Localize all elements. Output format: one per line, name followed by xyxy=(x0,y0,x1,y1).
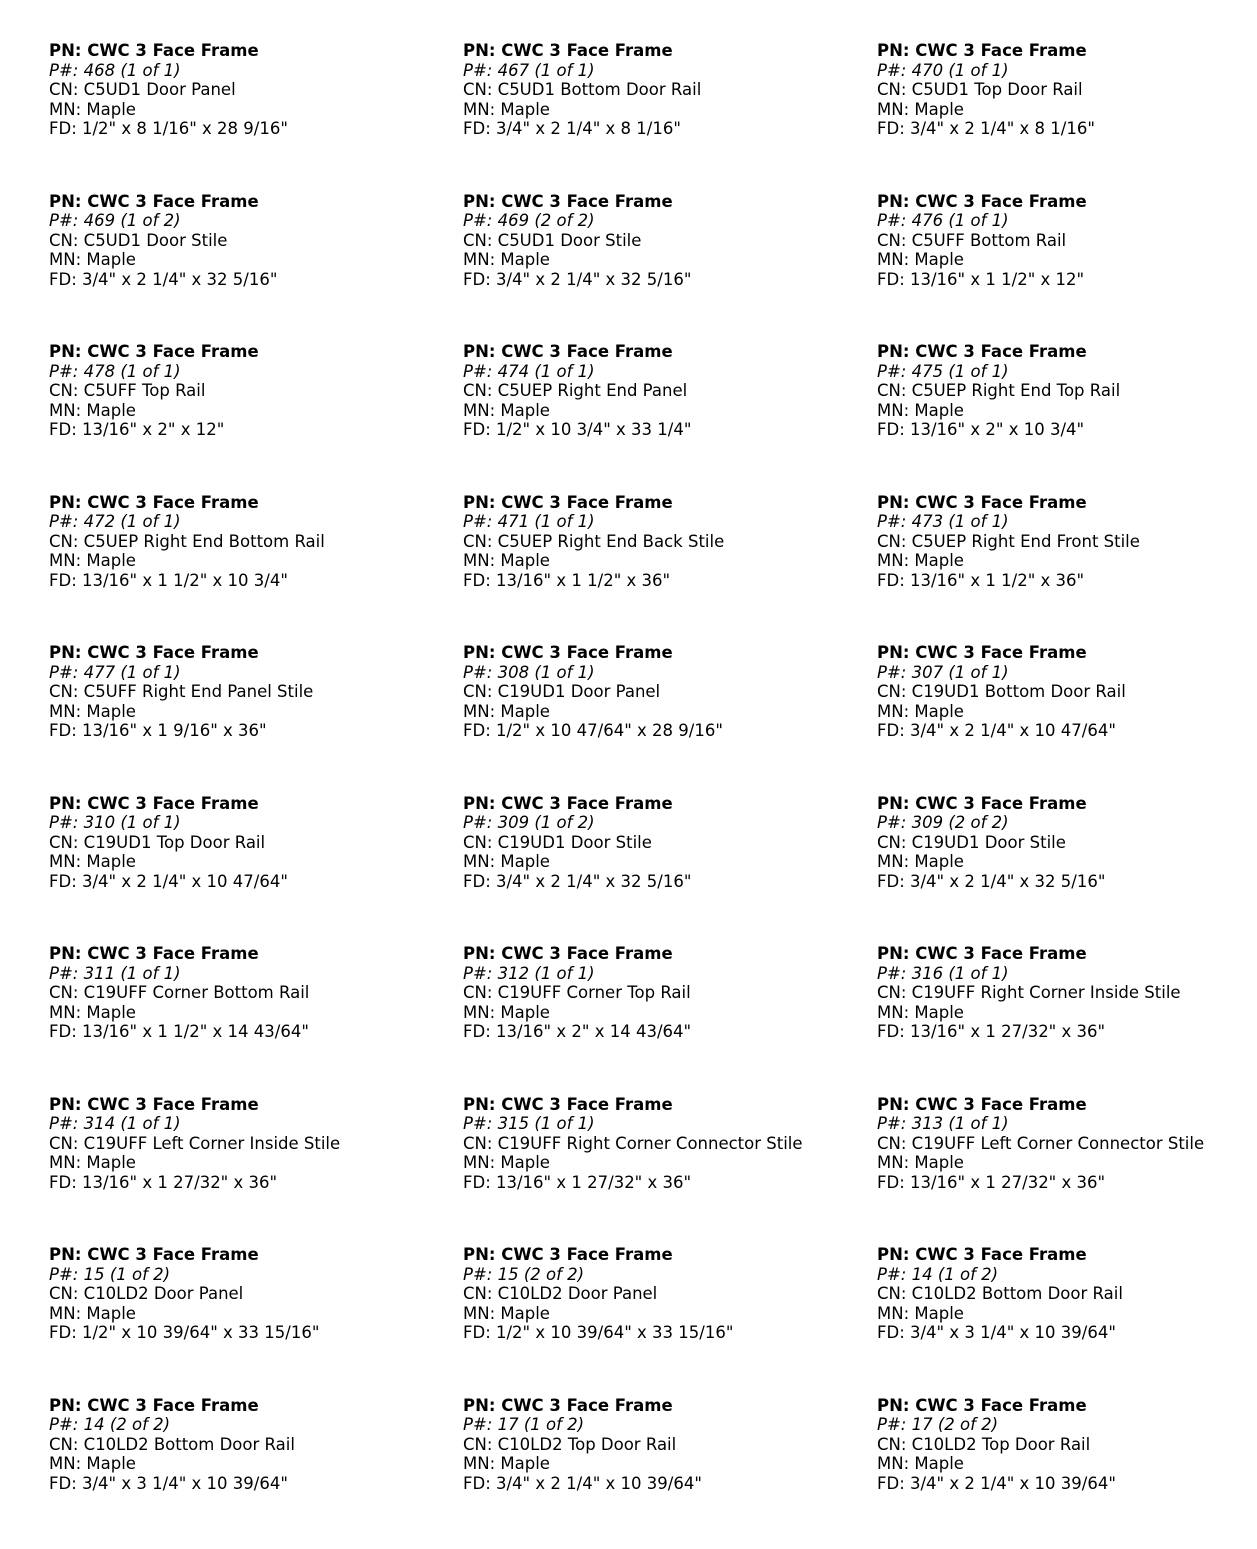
component-name: CN: C5UEP Right End Panel xyxy=(463,381,688,400)
part-number: P#: 307 (1 of 1) xyxy=(877,662,1009,682)
part-label xyxy=(49,1245,463,1396)
material-name: MN: Maple xyxy=(49,1454,136,1473)
part-number: P#: 309 (1 of 2) xyxy=(463,813,595,832)
component-name: CN: C10LD2 Bottom Door Rail xyxy=(877,1284,1123,1303)
part-label xyxy=(877,643,1249,794)
part-number: P#: 472 (1 of 1) xyxy=(49,512,181,531)
part-name: PN: CWC 3 Face Frame xyxy=(463,793,673,813)
material-name: MN: Maple xyxy=(877,701,964,721)
finished-dimensions: FD: 3/4" x 2 1/4" x 10 47/64" xyxy=(49,871,288,891)
component-name: CN: C5UEP Right End Front Stile xyxy=(877,531,1140,551)
component-name: CN: C5UFF Top Rail xyxy=(49,381,206,400)
part-name: PN: CWC 3 Face Frame xyxy=(49,944,259,963)
finished-dimensions: FD: 3/4" x 2 1/4" x 8 1/16" xyxy=(463,119,681,138)
component-name: CN: C19UD1 Bottom Door Rail xyxy=(877,682,1126,701)
part-label xyxy=(877,192,1249,343)
part-label xyxy=(49,342,463,493)
finished-dimensions: FD: 13/16" x 1 1/2" x 10 3/4" xyxy=(49,570,288,590)
part-number: P#: 14 (1 of 2) xyxy=(877,1264,999,1284)
part-name: PN: CWC 3 Face Frame xyxy=(49,492,259,512)
part-label xyxy=(463,944,877,1095)
component-name: CN: C5UEP Right End Back Stile xyxy=(463,531,725,551)
part-label xyxy=(49,643,463,794)
part-number: P#: 313 (1 of 1) xyxy=(877,1114,1009,1133)
part-number: P#: 309 (2 of 2) xyxy=(877,813,1009,832)
finished-dimensions: FD: 13/16" x 1 27/32" x 36" xyxy=(463,1172,692,1192)
part-label xyxy=(463,643,877,794)
material-name: MN: Maple xyxy=(877,1454,964,1473)
part-number: P#: 17 (2 of 2) xyxy=(877,1415,999,1434)
component-name: CN: C19UFF Left Corner Connector Stile xyxy=(877,1133,1205,1153)
finished-dimensions: FD: 13/16" x 2" x 10 3/4" xyxy=(877,420,1085,439)
part-name: PN: CWC 3 Face Frame xyxy=(877,643,1087,662)
part-number: P#: 477 (1 of 1) xyxy=(49,662,181,682)
part-name: PN: CWC 3 Face Frame xyxy=(49,1395,259,1415)
material-name: MN: Maple xyxy=(49,400,136,420)
part-name: PN: CWC 3 Face Frame xyxy=(463,643,673,662)
material-name: MN: Maple xyxy=(49,551,136,570)
finished-dimensions: FD: 3/4" x 2 1/4" x 32 5/16" xyxy=(463,871,692,891)
finished-dimensions: FD: 3/4" x 2 1/4" x 32 5/16" xyxy=(877,871,1106,891)
part-label xyxy=(49,944,463,1095)
part-name: PN: CWC 3 Face Frame xyxy=(877,492,1087,512)
part-label xyxy=(463,1396,877,1547)
finished-dimensions: FD: 3/4" x 2 1/4" x 32 5/16" xyxy=(49,269,278,289)
part-label xyxy=(877,1095,1249,1246)
finished-dimensions: FD: 1/2" x 8 1/16" x 28 9/16" xyxy=(49,119,288,138)
component-name: CN: C19UD1 Door Stile xyxy=(877,832,1066,852)
part-name: PN: CWC 3 Face Frame xyxy=(463,1245,673,1264)
finished-dimensions: FD: 13/16" x 1 1/2" x 36" xyxy=(463,570,671,590)
finished-dimensions: FD: 1/2" x 10 3/4" x 33 1/4" xyxy=(463,420,692,439)
part-name: PN: CWC 3 Face Frame xyxy=(49,41,259,60)
part-number: P#: 471 (1 of 1) xyxy=(463,512,595,531)
part-number: P#: 311 (1 of 1) xyxy=(49,963,181,983)
part-name: PN: CWC 3 Face Frame xyxy=(49,191,259,211)
part-name: PN: CWC 3 Face Frame xyxy=(49,643,259,662)
part-name: PN: CWC 3 Face Frame xyxy=(877,1395,1087,1415)
material-name: MN: Maple xyxy=(463,551,550,570)
component-name: CN: C10LD2 Top Door Rail xyxy=(463,1434,677,1454)
part-name: PN: CWC 3 Face Frame xyxy=(463,944,673,963)
part-label xyxy=(877,944,1249,1095)
component-name: CN: C5UD1 Door Stile xyxy=(49,230,228,250)
component-name: CN: C5UD1 Bottom Door Rail xyxy=(463,80,702,99)
material-name: MN: Maple xyxy=(463,99,550,119)
part-name: PN: CWC 3 Face Frame xyxy=(463,191,673,211)
material-name: MN: Maple xyxy=(463,701,550,721)
finished-dimensions: FD: 1/2" x 10 47/64" x 28 9/16" xyxy=(463,721,723,740)
part-number: P#: 14 (2 of 2) xyxy=(49,1415,171,1434)
part-label xyxy=(463,1245,877,1396)
part-label xyxy=(877,1396,1249,1547)
part-label xyxy=(463,493,877,644)
material-name: MN: Maple xyxy=(49,701,136,721)
material-name: MN: Maple xyxy=(877,1153,964,1172)
component-name: CN: C5UD1 Door Panel xyxy=(49,80,236,99)
part-name: PN: CWC 3 Face Frame xyxy=(49,342,259,361)
finished-dimensions: FD: 13/16" x 2" x 14 43/64" xyxy=(463,1022,692,1041)
finished-dimensions: FD: 3/4" x 2 1/4" x 10 47/64" xyxy=(877,721,1116,740)
material-name: MN: Maple xyxy=(463,1153,550,1172)
material-name: MN: Maple xyxy=(877,99,964,119)
part-label xyxy=(463,192,877,343)
part-name: PN: CWC 3 Face Frame xyxy=(877,41,1087,60)
part-label xyxy=(877,794,1249,945)
material-name: MN: Maple xyxy=(49,852,136,871)
part-number: P#: 314 (1 of 1) xyxy=(49,1114,181,1133)
part-label xyxy=(49,41,463,192)
part-number: P#: 15 (1 of 2) xyxy=(49,1264,171,1284)
finished-dimensions: FD: 13/16" x 2" x 12" xyxy=(49,420,225,439)
part-label xyxy=(463,41,877,192)
finished-dimensions: FD: 3/4" x 2 1/4" x 32 5/16" xyxy=(463,269,692,289)
component-name: CN: C19UFF Right Corner Connector Stile xyxy=(463,1133,803,1153)
component-name: CN: C5UEP Right End Top Rail xyxy=(877,381,1121,400)
material-name: MN: Maple xyxy=(877,1303,964,1323)
part-number: P#: 469 (1 of 2) xyxy=(49,211,181,230)
part-name: PN: CWC 3 Face Frame xyxy=(463,492,673,512)
part-label xyxy=(49,1095,463,1246)
finished-dimensions: FD: 3/4" x 2 1/4" x 10 39/64" xyxy=(877,1473,1116,1493)
finished-dimensions: FD: 13/16" x 1 27/32" x 36" xyxy=(877,1022,1106,1041)
material-name: MN: Maple xyxy=(463,1303,550,1323)
part-number: P#: 473 (1 of 1) xyxy=(877,512,1009,531)
part-number: P#: 467 (1 of 1) xyxy=(463,60,595,80)
part-name: PN: CWC 3 Face Frame xyxy=(463,1395,673,1415)
component-name: CN: C19UFF Corner Top Rail xyxy=(463,983,691,1002)
material-name: MN: Maple xyxy=(463,1454,550,1473)
part-number: P#: 17 (1 of 2) xyxy=(463,1415,585,1434)
part-label xyxy=(49,1396,463,1547)
material-name: MN: Maple xyxy=(463,1002,550,1022)
part-number: P#: 474 (1 of 1) xyxy=(463,361,595,381)
component-name: CN: C10LD2 Door Panel xyxy=(49,1284,244,1303)
material-name: MN: Maple xyxy=(463,250,550,269)
part-label xyxy=(877,41,1249,192)
part-name: PN: CWC 3 Face Frame xyxy=(463,41,673,60)
part-label xyxy=(49,493,463,644)
material-name: MN: Maple xyxy=(49,250,136,269)
component-name: CN: C19UFF Corner Bottom Rail xyxy=(49,983,310,1002)
part-name: PN: CWC 3 Face Frame xyxy=(49,1245,259,1264)
part-number: P#: 475 (1 of 1) xyxy=(877,361,1009,381)
component-name: CN: C19UFF Right Corner Inside Stile xyxy=(877,983,1181,1002)
component-name: CN: C5UFF Right End Panel Stile xyxy=(49,682,314,701)
component-name: CN: C19UFF Left Corner Inside Stile xyxy=(49,1133,341,1153)
material-name: MN: Maple xyxy=(877,1002,964,1022)
part-number: P#: 15 (2 of 2) xyxy=(463,1264,585,1284)
material-name: MN: Maple xyxy=(463,852,550,871)
material-name: MN: Maple xyxy=(49,1153,136,1172)
part-label xyxy=(49,192,463,343)
finished-dimensions: FD: 13/16" x 1 1/2" x 36" xyxy=(877,570,1085,590)
material-name: MN: Maple xyxy=(877,852,964,871)
material-name: MN: Maple xyxy=(877,551,964,570)
part-number: P#: 478 (1 of 1) xyxy=(49,361,181,381)
finished-dimensions: FD: 3/4" x 3 1/4" x 10 39/64" xyxy=(877,1323,1116,1342)
finished-dimensions: FD: 13/16" x 1 27/32" x 36" xyxy=(877,1172,1106,1192)
label-sheet xyxy=(49,41,1249,1546)
finished-dimensions: FD: 1/2" x 10 39/64" x 33 15/16" xyxy=(463,1323,734,1342)
part-label xyxy=(877,493,1249,644)
component-name: CN: C5UD1 Top Door Rail xyxy=(877,80,1083,99)
part-number: P#: 470 (1 of 1) xyxy=(877,60,1009,80)
part-label xyxy=(463,342,877,493)
part-label xyxy=(463,794,877,945)
material-name: MN: Maple xyxy=(49,99,136,119)
finished-dimensions: FD: 13/16" x 1 1/2" x 12" xyxy=(877,269,1085,289)
finished-dimensions: FD: 3/4" x 3 1/4" x 10 39/64" xyxy=(49,1473,288,1493)
component-name: CN: C5UFF Bottom Rail xyxy=(877,230,1067,250)
component-name: CN: C5UD1 Door Stile xyxy=(463,230,642,250)
component-name: CN: C19UD1 Door Stile xyxy=(463,832,652,852)
part-name: PN: CWC 3 Face Frame xyxy=(877,793,1087,813)
part-label xyxy=(877,342,1249,493)
part-name: PN: CWC 3 Face Frame xyxy=(877,342,1087,361)
component-name: CN: C5UEP Right End Bottom Rail xyxy=(49,531,325,551)
material-name: MN: Maple xyxy=(49,1002,136,1022)
finished-dimensions: FD: 1/2" x 10 39/64" x 33 15/16" xyxy=(49,1323,320,1342)
part-name: PN: CWC 3 Face Frame xyxy=(877,1094,1087,1114)
part-name: PN: CWC 3 Face Frame xyxy=(49,793,259,813)
part-name: PN: CWC 3 Face Frame xyxy=(877,191,1087,211)
part-name: PN: CWC 3 Face Frame xyxy=(877,944,1087,963)
material-name: MN: Maple xyxy=(463,400,550,420)
part-name: PN: CWC 3 Face Frame xyxy=(877,1245,1087,1264)
part-number: P#: 468 (1 of 1) xyxy=(49,60,181,80)
component-name: CN: C10LD2 Door Panel xyxy=(463,1284,658,1303)
part-number: P#: 308 (1 of 1) xyxy=(463,662,595,682)
part-name: PN: CWC 3 Face Frame xyxy=(463,1094,673,1114)
material-name: MN: Maple xyxy=(877,250,964,269)
part-label xyxy=(877,1245,1249,1396)
part-label xyxy=(49,794,463,945)
part-name: PN: CWC 3 Face Frame xyxy=(463,342,673,361)
finished-dimensions: FD: 3/4" x 2 1/4" x 8 1/16" xyxy=(877,119,1095,138)
part-number: P#: 315 (1 of 1) xyxy=(463,1114,595,1133)
part-number: P#: 316 (1 of 1) xyxy=(877,963,1009,983)
component-name: CN: C10LD2 Bottom Door Rail xyxy=(49,1434,295,1454)
finished-dimensions: FD: 13/16" x 1 9/16" x 36" xyxy=(49,721,267,740)
part-number: P#: 312 (1 of 1) xyxy=(463,963,595,983)
part-name: PN: CWC 3 Face Frame xyxy=(49,1094,259,1114)
component-name: CN: C19UD1 Door Panel xyxy=(463,682,661,701)
finished-dimensions: FD: 3/4" x 2 1/4" x 10 39/64" xyxy=(463,1473,702,1493)
component-name: CN: C10LD2 Top Door Rail xyxy=(877,1434,1091,1454)
part-number: P#: 469 (2 of 2) xyxy=(463,211,595,230)
material-name: MN: Maple xyxy=(877,400,964,420)
part-number: P#: 310 (1 of 1) xyxy=(49,813,181,832)
part-number: P#: 476 (1 of 1) xyxy=(877,211,1009,230)
part-label xyxy=(463,1095,877,1246)
component-name: CN: C19UD1 Top Door Rail xyxy=(49,832,266,852)
material-name: MN: Maple xyxy=(49,1303,136,1323)
finished-dimensions: FD: 13/16" x 1 1/2" x 14 43/64" xyxy=(49,1022,309,1041)
finished-dimensions: FD: 13/16" x 1 27/32" x 36" xyxy=(49,1172,278,1192)
